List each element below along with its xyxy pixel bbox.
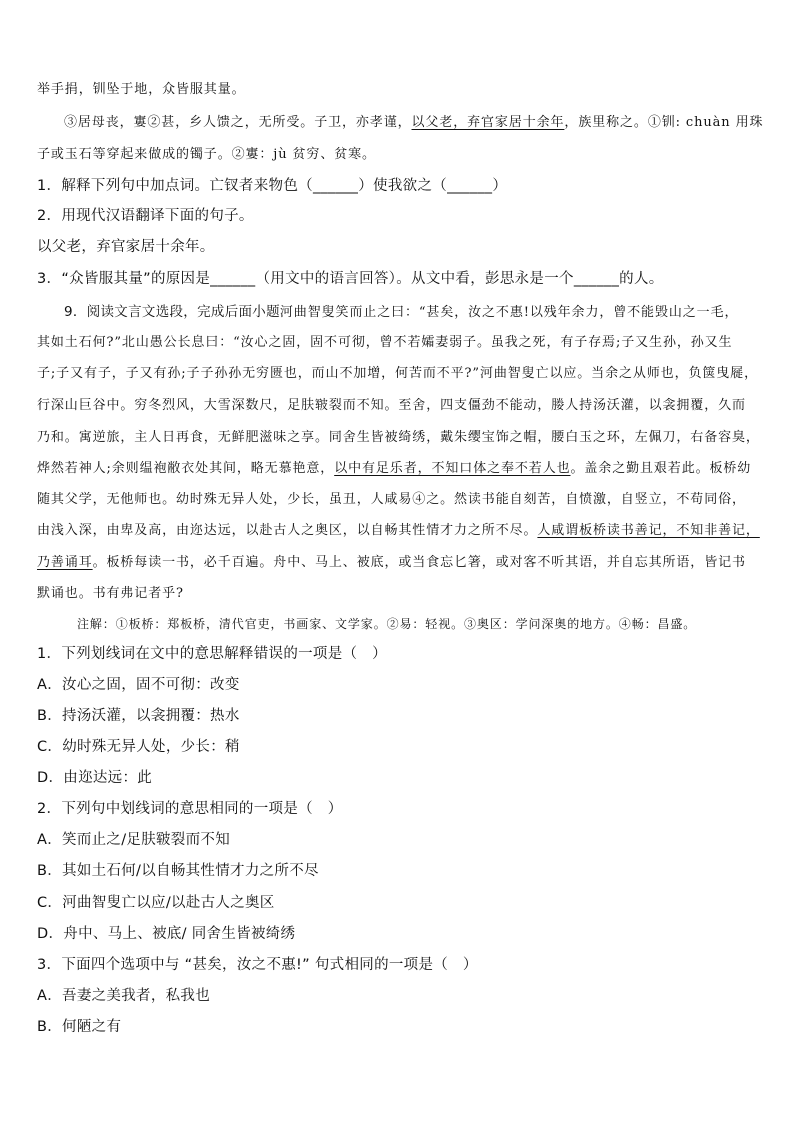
subquestion-1-stem: 1．下列划线词在文中的意思解释错误的一项是（ ） — [37, 646, 387, 662]
option-b[interactable]: B．何陋之有 — [37, 1019, 122, 1035]
subquestion-3-stem: 3．下面四个选项中与 “甚矣，汝之不惠!” 句式相同的一项是（ ） — [37, 957, 478, 973]
passage-line: 举手捐，钏坠于地，众皆服其量。 — [37, 82, 246, 97]
passage-line: 随其父学，无他师也。幼时殊无异人处，少长，虽丑，人咸易④之。然读书能自刻苦，自愤激，自竖立，不苟同俗， — [37, 492, 746, 507]
option-a[interactable]: A．笑而止之/足肤皲裂而不知 — [37, 832, 231, 848]
passage-9-heading: 9．阅读文言文选段，完成后面小题河曲智叟笑而止之曰：“甚矣，汝之不惠!以残年余力，曾不能毁山之一毛， — [64, 304, 739, 320]
passage-line: 乃善诵耳。板桥每读一书，必千百遍。舟中、马上、被底，或当食忘匕箸，或对客不听其语，并自忘其所语，皆记书 — [37, 555, 746, 570]
underlined-sentence: 以中有足乐者，不知口体之奉不若人也 — [334, 461, 571, 476]
underlined-sentence: 以父老，弃官家居十余年 — [411, 115, 565, 130]
footnote-line: 子或玉石等穿起来做成的镯子。②寠：jù 贫穷、贫寒。 — [37, 147, 376, 162]
passage-line: 烨然若神人;余则缊袍敝衣处其间，略无慕艳意，以中有足乐者，不知口体之奉不若人也。盖余之勤且艰若此。板桥幼 — [37, 461, 752, 476]
question-2: 2．用现代汉语翻译下面的句子。 — [37, 208, 254, 224]
passage-line: 其如土石何?”北山愚公长息曰：“汝心之固，固不可彻，曾不若孀妻弱子。虽我之死，有子存焉;子又生孙，孙又生 — [37, 335, 733, 350]
answer-blank[interactable]: ______ — [573, 271, 620, 287]
option-b[interactable]: B．持汤沃灌，以衾拥覆：热水 — [37, 708, 240, 724]
question-2-sentence: 以父老，弃官家居十余年。 — [37, 239, 215, 255]
question-3: 3．“众皆服其量”的原因是______（用文中的语言回答）。从文中看，彭思永是一个______的人。 — [37, 271, 664, 287]
answer-blank[interactable]: ______ — [447, 178, 493, 194]
option-c[interactable]: C．幼时殊无异人处，少长：稍 — [37, 739, 240, 755]
passage-line: 子;子又有子，子又有孙;子子孙孙无穷匮也，而山不加增，何苦而不平?”河曲智叟亡以应。当余之从师也，负箧曳屣， — [37, 366, 758, 381]
option-d[interactable]: D．由迩达远：此 — [37, 770, 153, 786]
option-b[interactable]: B．其如土石何/以自畅其性情才力之所不尽 — [37, 863, 319, 879]
option-d[interactable]: D．舟中、马上、被底/ 同舍生皆被绮绣 — [37, 926, 296, 942]
passage-line: 乃和。寓逆旅，主人日再食，无鲜肥滋味之享。同舍生皆被绮绣，戴朱缨宝饰之帽，腰白玉之环，左佩刀，右备容臭， — [37, 430, 760, 445]
passage-line: ③居母丧，寠②甚，乡人馈之，无所受。子卫，亦孝谨，以父老，弃官家居十余年，族里称之。①钏: chuàn 用珠 — [64, 115, 764, 130]
answer-blank[interactable]: ______ — [312, 178, 359, 194]
answer-blank[interactable]: ______ — [210, 271, 256, 287]
option-a[interactable]: A．吾妻之美我者，私我也 — [37, 988, 211, 1004]
passage-line: 由浅入深，由卑及高，由迩达远，以赴古人之奥区，以自畅其性情才力之所不尽。人咸谓板桥读书善记，不知非善记， — [37, 523, 760, 538]
underlined-sentence: 人咸谓板桥读书善记，不知非善记， — [537, 523, 760, 538]
passage-notes: 注解：①板桥：郑板桥，清代官吏，书画家、文学家。②易：轻视。③奥区：学问深奥的地方。④畅：昌盛。 — [77, 617, 697, 631]
question-1: 1．解释下列句中加点词。亡钗者来物色（______）使我欲之（______） — [37, 178, 508, 194]
option-c[interactable]: C．河曲智叟亡以应/以赴古人之奥区 — [37, 895, 275, 911]
subquestion-2-stem: 2．下列句中划线词的意思相同的一项是（ ） — [37, 801, 343, 817]
passage-line: 默诵也。书有弗记者乎? — [37, 586, 184, 601]
passage-line: 行深山巨谷中。穷冬烈风，大雪深数尺，足肤皲裂而不知。至舍，四支僵劲不能动，媵人持汤沃灌，以衾拥覆，久而 — [37, 398, 746, 413]
option-a[interactable]: A．汝心之固，固不可彻：改变 — [37, 677, 240, 693]
underlined-sentence: 乃善诵耳 — [37, 555, 93, 570]
